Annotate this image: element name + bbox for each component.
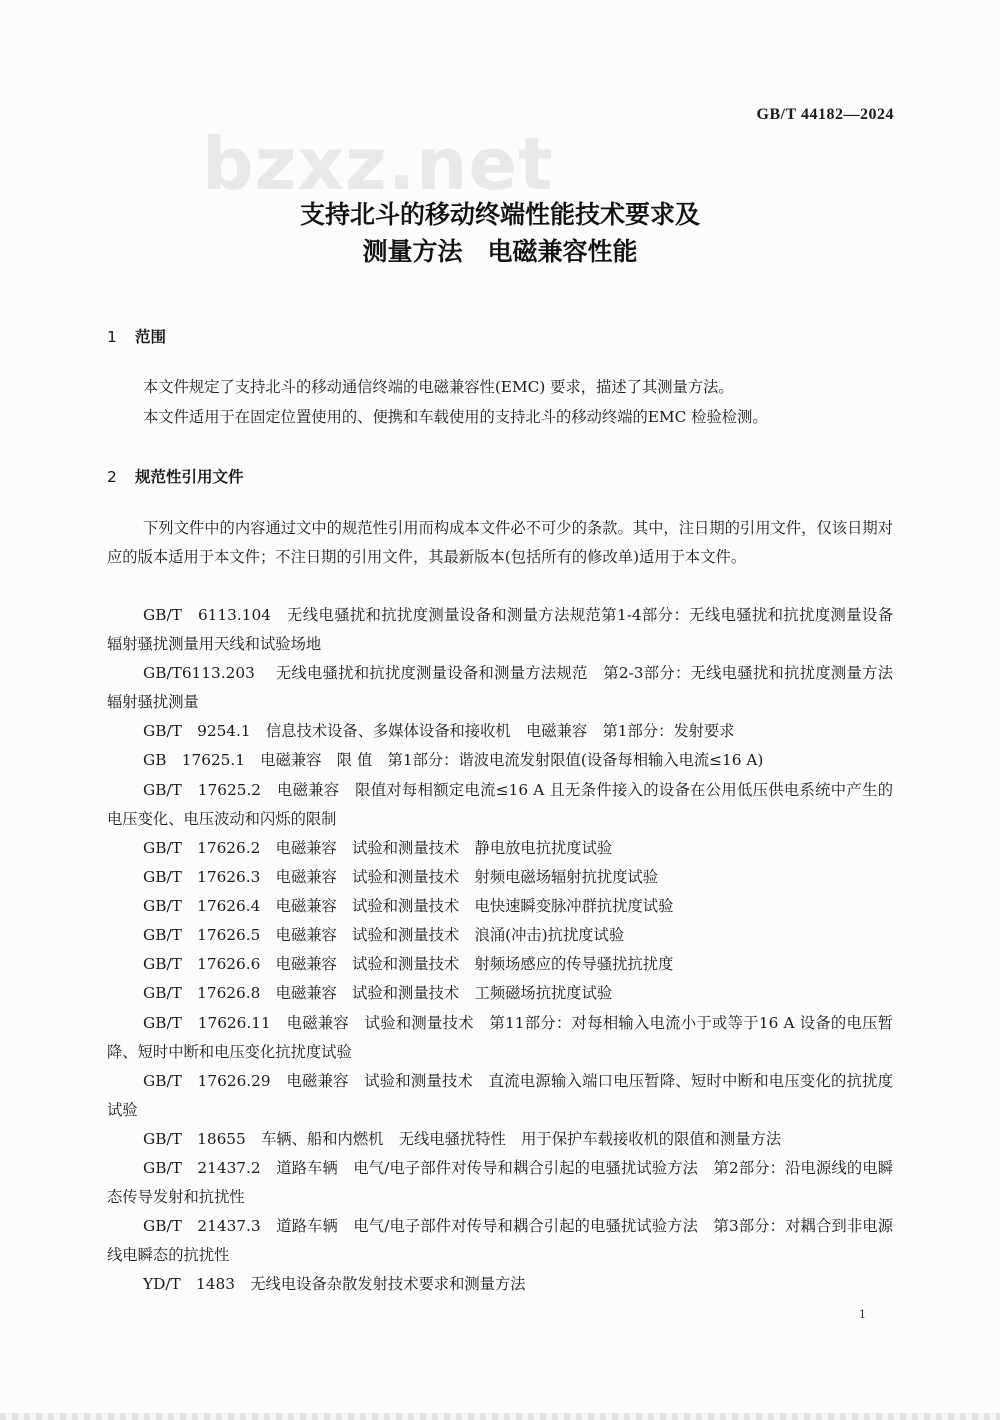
reference-item: GB/T 21437.3 道路车辆 电气/电子部件对传导和耦合引起的电骚扰试验方法 第3部分：对耦合到非电源线电瞬态的抗扰性	[107, 1217, 893, 1264]
page-number: 1	[859, 1308, 866, 1321]
reference-item: GB 17625.1 电磁兼容 限 值 第1部分：谐波电流发射限值(设备每相输入电流≤16 A)	[143, 751, 764, 769]
scope-paragraph: 本文件适用于在固定位置使用的、便携和车载使用的支持北斗的移动终端的EMC 检验检测。	[143, 408, 768, 426]
reference-item: GB/T 17626.2 电磁兼容 试验和测量技术 静电放电抗扰度试验	[143, 839, 613, 857]
reference-item: GB/T 17626.29 电磁兼容 试验和测量技术 直流电源输入端口电压暂降、短时中断和电压变化的抗扰度试验	[107, 1072, 893, 1119]
page-bottom-edge	[0, 1413, 1000, 1420]
scope-paragraph: 本文件规定了支持北斗的移动通信终端的电磁兼容性(EMC) 要求，描述了其测量方法。	[143, 378, 734, 396]
section-number: 2	[107, 468, 117, 486]
reference-item: GB/T 17626.5 电磁兼容 试验和测量技术 浪涌(冲击)抗扰度试验	[143, 926, 625, 944]
section-heading-scope	[107, 325, 166, 347]
document-title-line-1: 支持北斗的移动终端性能技术要求及	[299, 200, 700, 229]
section-title: 范围	[135, 328, 167, 346]
reference-item: GB/T 17626.6 电磁兼容 试验和测量技术 射频场感应的传导骚扰抗扰度	[143, 955, 674, 973]
references-intro: 下列文件中的内容通过文中的规范性引用而构成本文件必不可少的条款。其中，注日期的引用文件，仅该日期对应的版本适用于本文件；不注日期的引用文件，其最新版本(包括所有的修改单)适用于本文件。	[107, 519, 893, 566]
reference-item: GB/T 6113.104 无线电骚扰和抗扰度测量设备和测量方法规范第1-4部分：无线电骚扰和抗扰度测量设备 辐射骚扰测量用天线和试验场地	[107, 606, 909, 653]
reference-item: GB/T 17625.2 电磁兼容 限值对每相额定电流≤16 A 且无条件接入的设备在公用低压供电系统中产生的电压变化、电压波动和闪烁的限制	[107, 781, 893, 828]
reference-item: GB/T 21437.2 道路车辆 电气/电子部件对传导和耦合引起的电骚扰试验方法 第2部分：沿电源线的电瞬态传导发射和抗扰性	[107, 1159, 893, 1206]
reference-item: GB/T 17626.11 电磁兼容 试验和测量技术 第11部分：对每相输入电流小于或等于16 A 设备的电压暂降、短时中断和电压变化抗扰度试验	[107, 1014, 893, 1061]
document-title-line-2: 测量方法 电磁兼容性能	[362, 237, 638, 266]
reference-item: GB/T 18655 车辆、船和内燃机 无线电骚扰特性 用于保护车载接收机的限值和测量方法	[143, 1130, 782, 1148]
reference-item: GB/T 17626.4 电磁兼容 试验和测量技术 电快速瞬变脉冲群抗扰度试验	[143, 897, 674, 915]
reference-item: GB/T 17626.3 电磁兼容 试验和测量技术 射频电磁场辐射抗扰度试验	[143, 868, 659, 886]
reference-item: GB/T6113.203 无线电骚扰和抗扰度测量设备和测量方法规范 第2-3部分：无线电骚扰和抗扰度测量方法 辐射骚扰测量	[107, 664, 909, 711]
standard-code: GB/T 44182—2024	[756, 106, 894, 123]
section-title: 规范性引用文件	[135, 468, 244, 486]
watermark: bzxz.net	[202, 122, 554, 206]
section-number: 1	[107, 328, 117, 346]
reference-item: GB/T 9254.1 信息技术设备、多媒体设备和接收机 电磁兼容 第1部分：发射要求	[143, 722, 735, 740]
reference-item: GB/T 17626.8 电磁兼容 试验和测量技术 工频磁场抗扰度试验	[143, 984, 613, 1002]
section-heading-normative-references	[107, 465, 244, 487]
reference-item: YD/T 1483 无线电设备杂散发射技术要求和测量方法	[143, 1275, 526, 1293]
